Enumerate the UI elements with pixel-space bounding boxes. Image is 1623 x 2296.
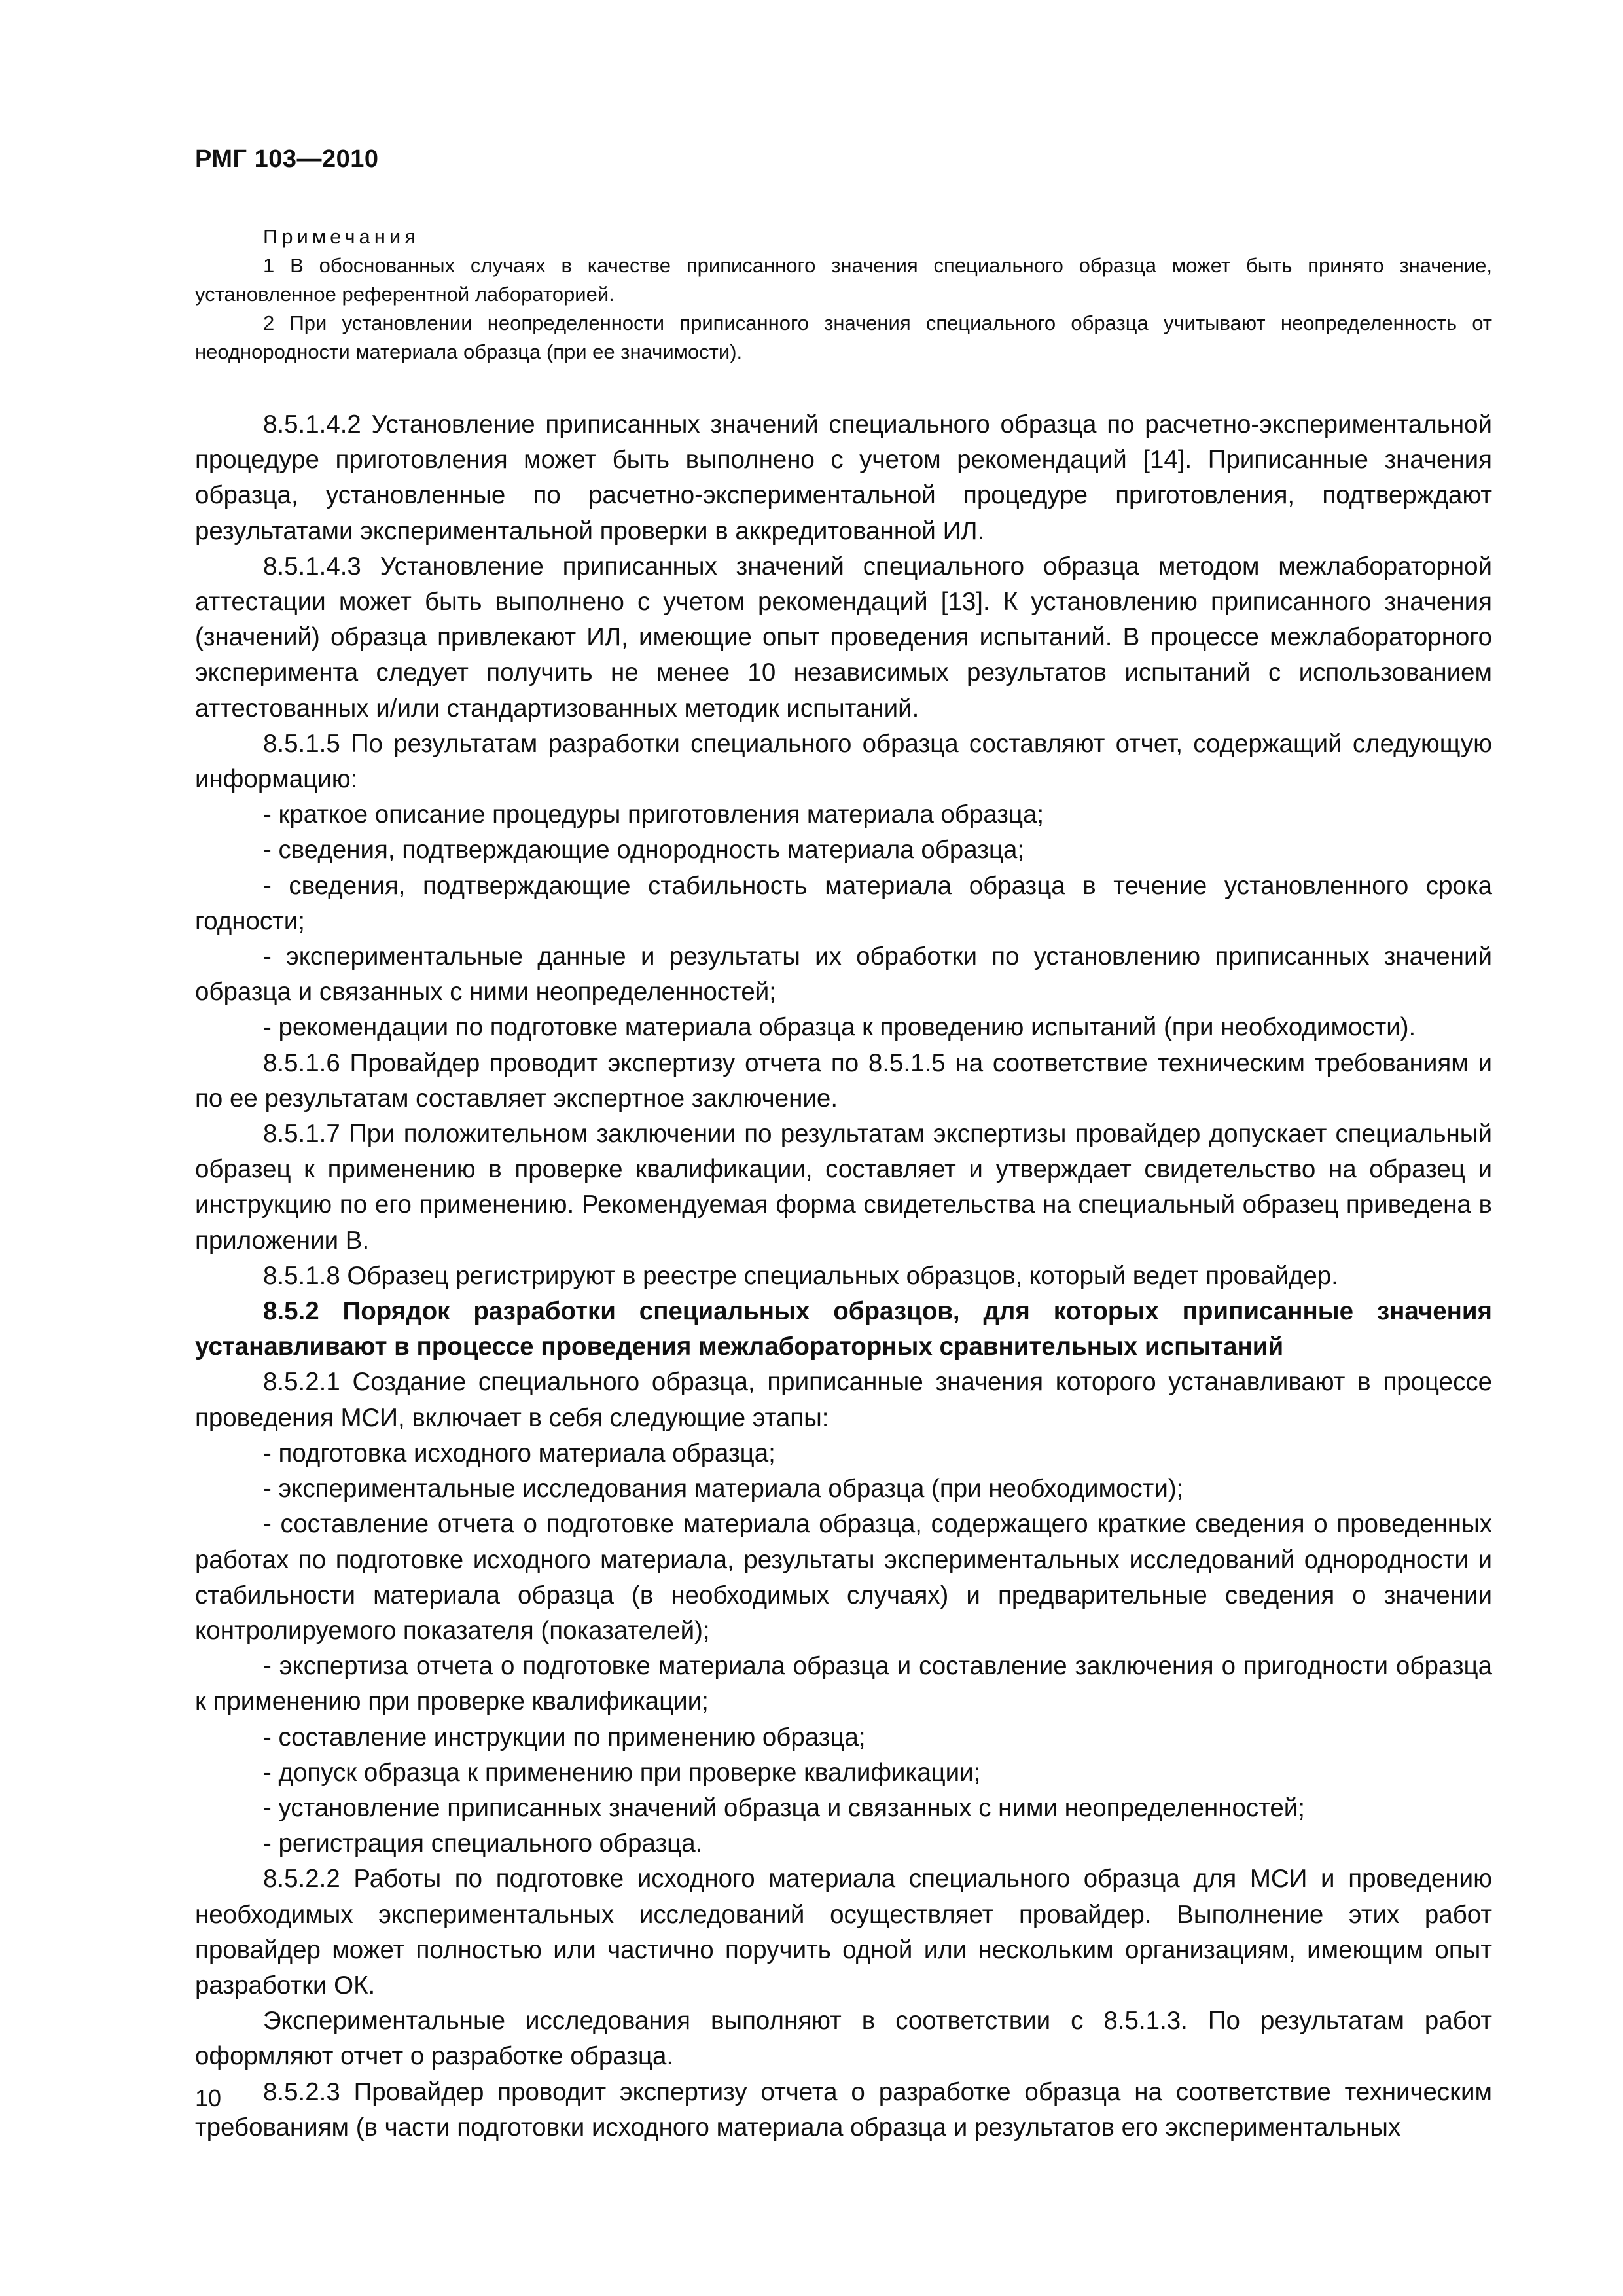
paragraph: 8.5.1.4.2 Установление приписанных значений специального образца по расчетно-экспериментальной процедуре приготовления может быть выполнено с учетом рекомендаций [14]. Приписанные значения образца, установленные по расчетно-экспериментальной процедуре приготовления, подтверждают результатами экспериментальной проверки в аккредитованной ИЛ. (195, 410, 1492, 545)
notes-block (195, 223, 1492, 367)
paragraph: 8.5.1.5 По результатам разработки специального образца составляют отчет, содержащий следующую информацию: (195, 729, 1492, 794)
list-item: - составление отчета о подготовке материала образца, содержащего краткие сведения о проведенных работах по подготовке исходного материала, результаты экспериментальных исследований однородности и стабильности материала образца (в необходимых случаях) и предварительные сведения о значении контролируемого показателя (показателей); (195, 1510, 1492, 1645)
list-item: - регистрация специального образца. (263, 1829, 703, 1858)
list-item: - краткое описание процедуры приготовления материала образца; (263, 800, 1044, 829)
list-item: - экспертиза отчета о подготовке материала образца и составление заключения о пригодности образца к применению при проверке квалификации; (195, 1652, 1492, 1716)
notes-title: Примечания (263, 225, 419, 248)
paragraph: 8.5.1.6 Провайдер проводит экспертизу отчета по 8.5.1.5 на соответствие техническим требованиям и по ее результатам составляет экспертное заключение. (195, 1049, 1492, 1113)
list-item: - установление приписанных значений образца и связанных с ними неопределенностей; (263, 1793, 1305, 1822)
list-item: - рекомендации по подготовке материала образца к проведению испытаний (при необходимости). (263, 1013, 1416, 1042)
list-item: - допуск образца к применению при проверке квалификации; (263, 1758, 981, 1787)
paragraph: 8.5.2.1 Создание специального образца, приписанные значения которого устанавливают в процессе проведения МСИ, включает в себя следующие этапы: (195, 1368, 1492, 1432)
note-item: 2 При установлении неопределенности приписанного значения специального образца учитывают неопределенность от неоднородности материала образца (при ее значимости). (195, 312, 1492, 363)
list-item: - сведения, подтверждающие стабильность материала образца в течение установленного срока годности; (195, 871, 1492, 935)
list-item: - экспериментальные данные и результаты их обработки по установлению приписанных значений образца и связанных с ними неопределенностей; (195, 942, 1492, 1007)
body-text (195, 407, 1492, 2145)
list-item: - составление инструкции по применению образца; (263, 1723, 866, 1751)
paragraph: 8.5.1.7 При положительном заключении по результатам экспертизы провайдер допускает специальный образец к применению в проверке квалификации, составляет и утверждает свидетельство на образец и инструкцию по его применению. Рекомендуемая форма свидетельства на специальный образец приведена в приложении В. (195, 1120, 1492, 1255)
section-heading: 8.5.2 Порядок разработки специальных образцов, для которых приписанные значения устанавливают в процессе проведения межлабораторных сравнительных испытаний (195, 1297, 1492, 1361)
paragraph: 8.5.2.2 Работы по подготовке исходного материала специального образца для МСИ и проведению необходимых экспериментальных исследований осуществляет провайдер. Выполнение этих работ провайдер может полностью или частично поручить одной или нескольким организациям, имеющим опыт разработки ОК. (195, 1865, 1492, 2000)
page-number: 10 (195, 2085, 222, 2111)
note-item: 1 В обоснованных случаях в качестве приписанного значения специального образца может быть принято значение, установленное референтной лабораторией. (195, 254, 1492, 306)
paragraph: 8.5.2.3 Провайдер проводит экспертизу отчета о разработке образца на соответствие техническим требованиям (в части подготовки исходного материала образца и результатов его экспериментальных (195, 2077, 1492, 2142)
paragraph: Экспериментальные исследования выполняют в соответствии с 8.5.1.3. По результатам работ оформляют отчет о разработке образца. (195, 2007, 1492, 2071)
list-item: - подготовка исходного материала образца; (263, 1439, 776, 1467)
paragraph: 8.5.1.4.3 Установление приписанных значений специального образца методом межлабораторной аттестации может быть выполнено с учетом рекомендаций [13]. К установлению приписанного значения (значений) образца привлекают ИЛ, имеющие опыт проведения испытаний. В процессе межлабораторного эксперимента следует получить не менее 10 независимых результатов испытаний с использованием аттестованных и/или стандартизованных методик испытаний. (195, 552, 1492, 723)
list-item: - сведения, подтверждающие однородность материала образца; (263, 836, 1025, 865)
paragraph: 8.5.1.8 Образец регистрируют в реестре специальных образцов, который ведет провайдер. (263, 1261, 1338, 1290)
document-header: РМГ 103—2010 (195, 145, 379, 173)
list-item: - экспериментальные исследования материала образца (при необходимости); (263, 1475, 1184, 1503)
